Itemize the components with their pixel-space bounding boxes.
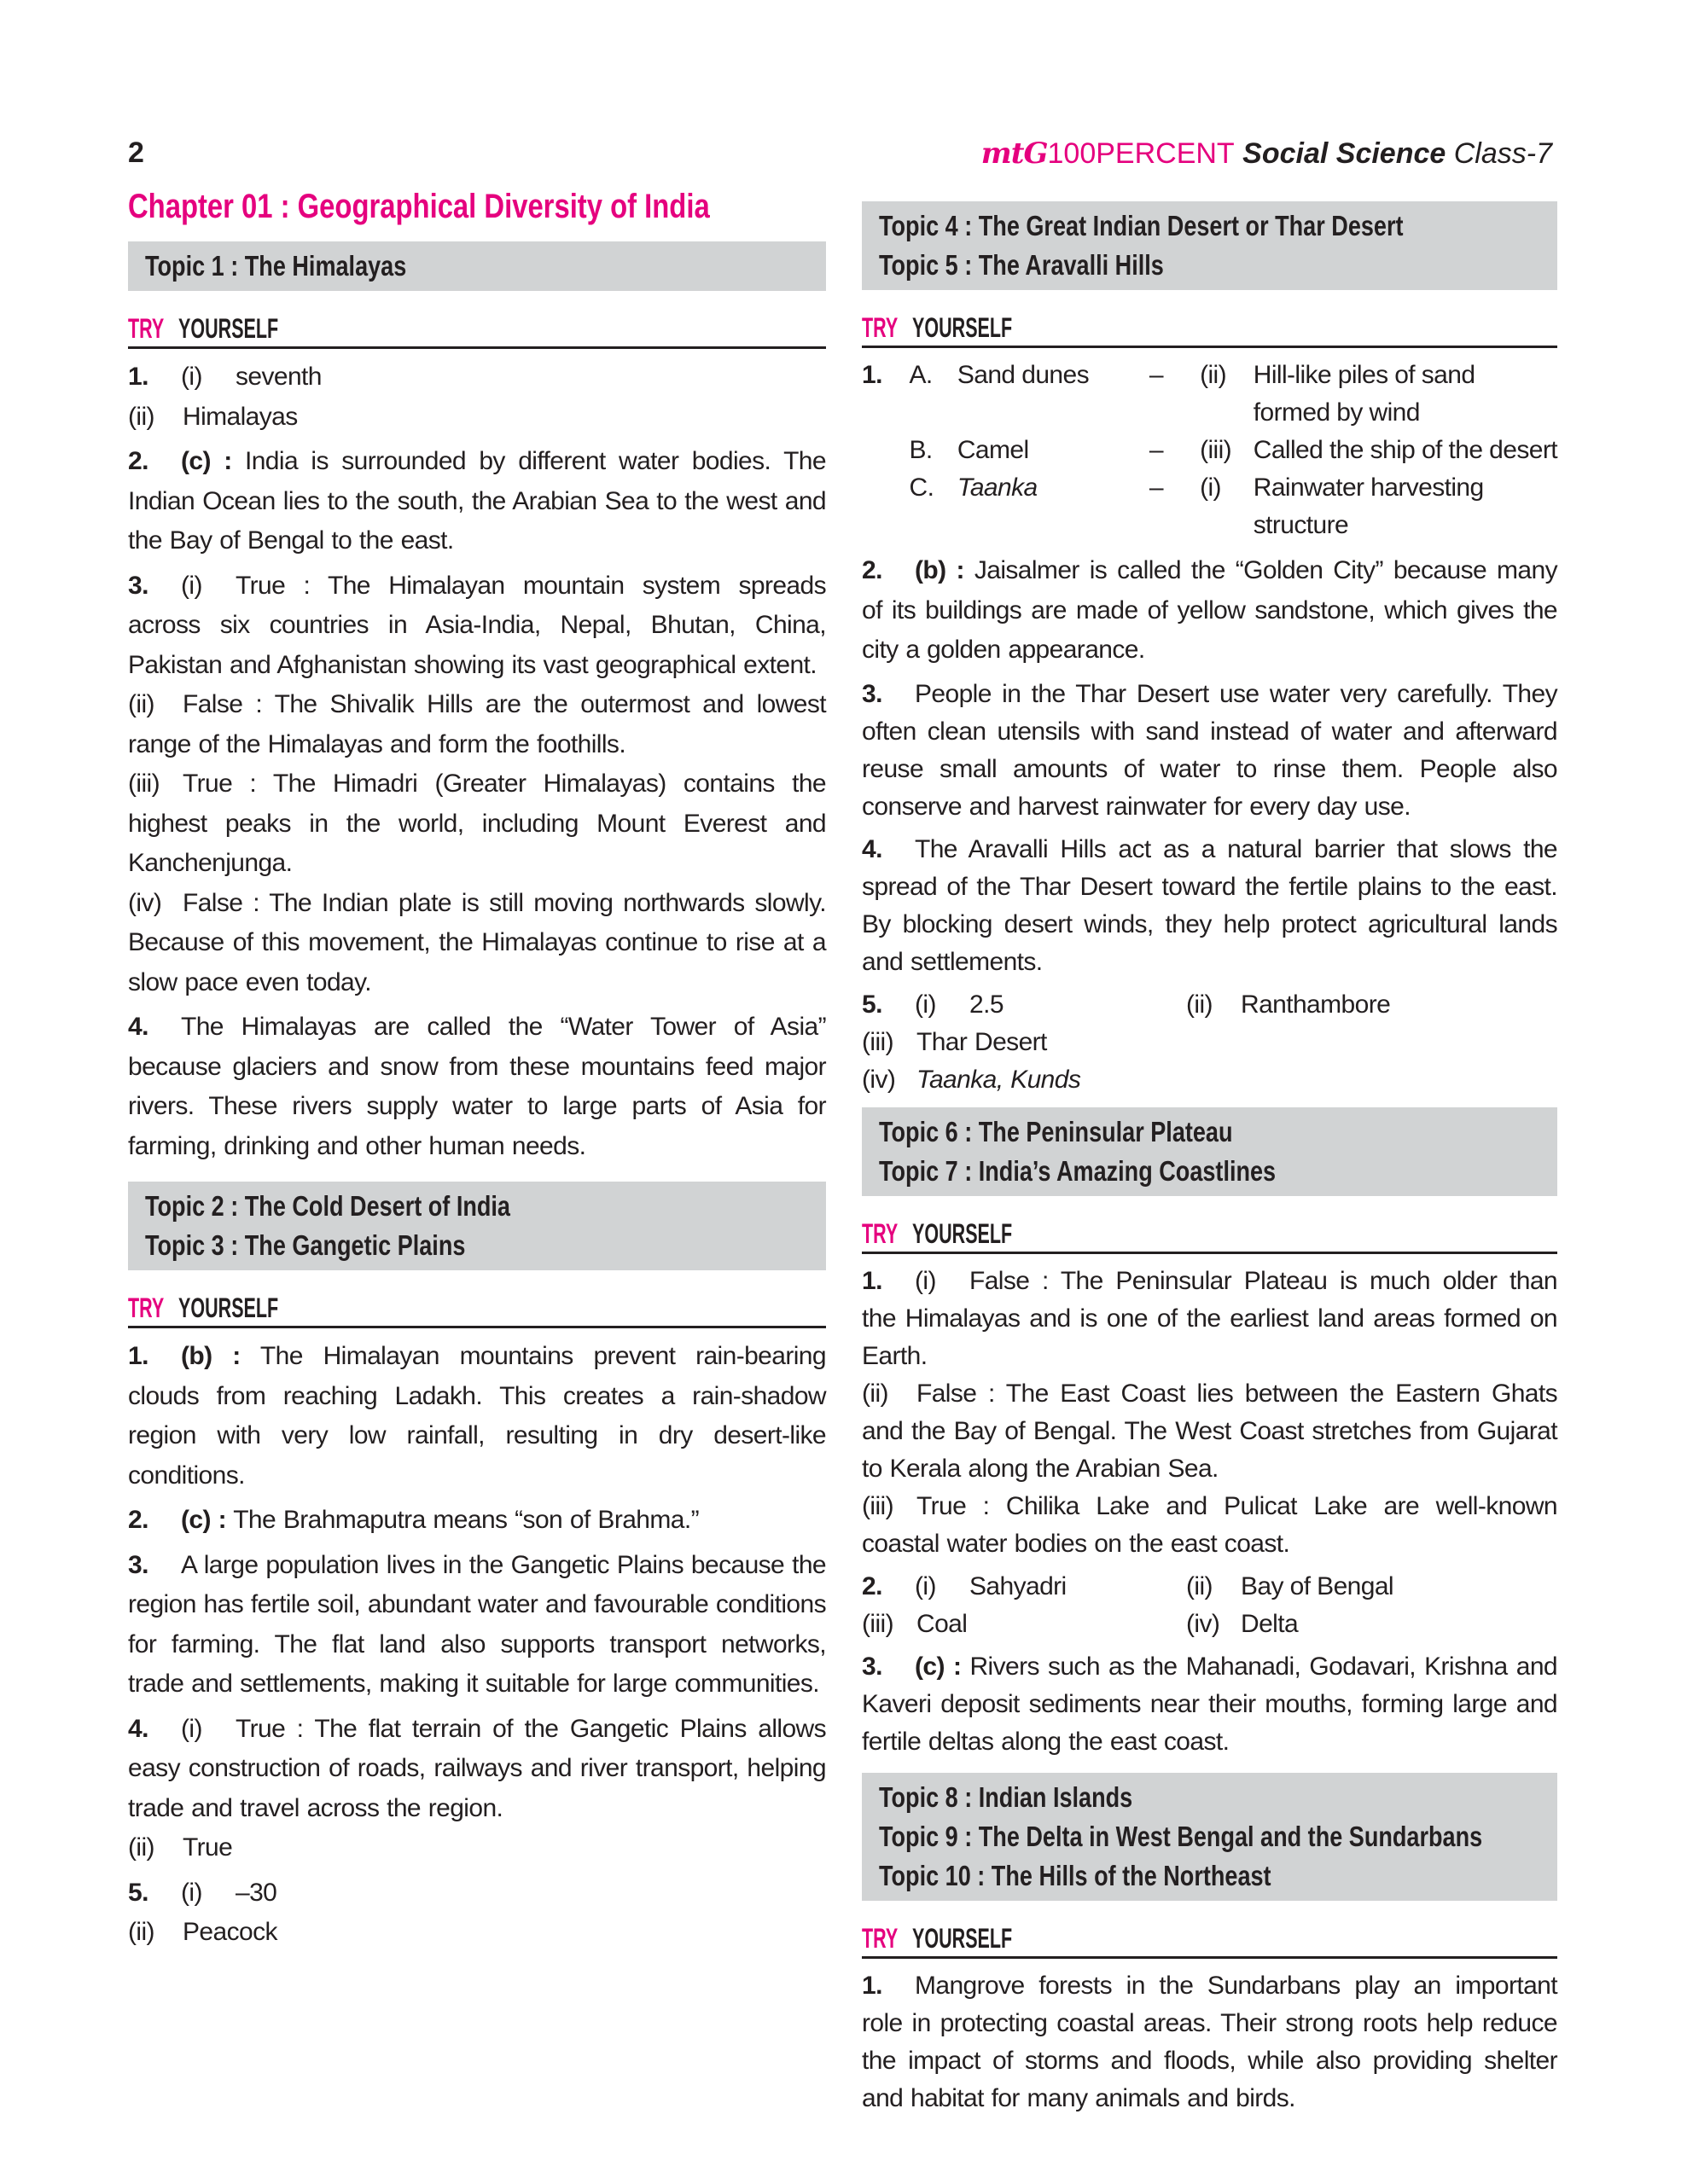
answer-3: 3. (c) : Rivers such as the Mahanadi, Godavari, Krishna and Kaveri deposit sediments near their mouths, forming large and fertile deltas along the east coast. — [862, 1652, 1557, 1756]
topic-heading: Topic 2 : The Cold Desert of India — [145, 1190, 510, 1222]
try-yourself-heading — [128, 313, 826, 349]
answer-5-row-1: 5. (i) 2.5 (ii) Ranthambore — [862, 990, 1391, 1019]
answer-2-row-1: 2. (i) Sahyadri (ii) Bay of Bengal — [862, 1571, 1393, 1600]
answer-5-i: 5. (i) –30 — [128, 1878, 277, 1907]
subject-label: Social Science — [1242, 137, 1446, 170]
answer-1: 1. Mangrove forests in the Sundarbans play an important role in protecting coastal areas. Their strong roots help reduce the impact of storms and floods, while also providing shelter and habitat for many animals and birds. — [862, 1971, 1557, 2112]
try-yourself-heading: TRY YOURSELF — [862, 1923, 1557, 1959]
topic-heading: Topic 3 : The Gangetic Plains — [145, 1229, 466, 1261]
topic-heading: Topic 9 : The Delta in West Bengal and the Sundarbans — [879, 1820, 1483, 1852]
topic-heading: Topic 7 : India’s Amazing Coastlines — [879, 1154, 1277, 1187]
chapter-title: Chapter 01 : Geographical Diversity of India — [128, 188, 710, 225]
answer-2: 2. (b) : Jaisalmer is called the “Golden City” because many of its buildings are made of yellow sandstone, which gives the city a golden appearance. — [862, 556, 1557, 664]
try-yourself-heading: TRY YOURSELF — [862, 312, 1557, 348]
topic-heading: Topic 8 : Indian Islands — [879, 1780, 1133, 1813]
answer-3-ii: (ii) False : The Shivalik Hills are the outermost and lowest range of the Himalayas and form the foothills. — [128, 690, 826, 758]
try-yourself-heading: TRY YOURSELF — [862, 1218, 1557, 1254]
brand-logo: mtG — [980, 136, 1048, 171]
answer-1-ii: (ii) Himalayas — [128, 402, 298, 431]
answer-2: 2. (c) : India is surrounded by different water bodies. The Indian Ocean lies to the south, the Arabian Sea to the west and the Bay of Bengal to the east. — [128, 447, 826, 555]
answer-5-ii: (ii) Peacock — [128, 1918, 277, 1946]
answer-4: 4. The Aravalli Hills act as a natural barrier that slows the spread of the Thar Desert toward the fertile plains to the east. By blocking desert winds, they help protect agricultural lands and settlements. — [862, 834, 1557, 976]
answer-1-iii: (iii) True : Chilika Lake and Pulicat Lake are well-known coastal water bodies on the east coast. — [862, 1491, 1557, 1558]
match-table — [862, 357, 1557, 544]
answer-5-iv: (iv) Taanka, Kunds — [862, 1065, 1081, 1094]
answer-1: 1. (i) seventh — [128, 363, 322, 391]
topic-box-8-10 — [862, 1773, 1557, 1901]
answer-3-i: 3. (i) True : The Himalayan mountain system spreads across six countries in Asia-India, Nepal, Bhutan, China, Pakistan and Afghanistan showing its vast geographical extent. — [128, 571, 826, 679]
class-label: Class-7 — [1453, 137, 1552, 170]
answer-3: 3. A large population lives in the Gangetic Plains because the region has fertile soil, abundant water and favourable conditions for farming. The flat land also supports transport networks, trade and settlements, making it suitable for large communities. — [128, 1550, 826, 1698]
topic-box-2-3 — [128, 1182, 826, 1270]
answer-3-iv: (iv) False : The Indian plate is still moving northwards slowly. Because of this movement, the Himalayas continue to rise at a slow pace even today. — [128, 888, 826, 996]
topic-heading: Topic 5 : The Aravalli Hills — [879, 249, 1164, 281]
right-column — [862, 201, 1557, 2123]
topic-heading: Topic 1 : The Himalayas — [145, 250, 407, 282]
brand-name: 100PERCENT — [1047, 137, 1235, 170]
yourself-label: YOURSELF — [177, 313, 278, 344]
running-header — [981, 136, 1552, 171]
answer-1: 1. (b) : The Himalayan mountains prevent rain-bearing clouds from reaching Ladakh. This creates a rain-shadow region with very low rainfall, resulting in dry desert-like conditions. — [128, 1342, 826, 1490]
answer-4: 4. The Himalayas are called the “Water Tower of Asia” because glaciers and snow from these mountains feed major rivers. These rivers supply water to large parts of Asia for farming, drinking and other human needs. — [128, 1013, 826, 1160]
answer-5-iii: (iii) Thar Desert — [862, 1027, 1047, 1056]
match-row: C. Taanka – (i) Rainwater harvesting structure — [909, 473, 1484, 539]
answer-1-i: 1. (i) False : The Peninsular Plateau is much older than the Himalayas and is one of the earliest land areas formed on Earth. — [862, 1266, 1557, 1370]
answer-3: 3. People in the Thar Desert use water very carefully. They often clean utensils with sand instead of water and afterward reuse small amounts of water to rinse them. People also conserve and harvest rainwater for every day use. — [862, 679, 1557, 821]
try-yourself-heading: TRY YOURSELF — [128, 1292, 826, 1328]
topic-heading: Topic 10 : The Hills of the Northeast — [879, 1859, 1271, 1891]
answer-4-i: 4. (i) True : The flat terrain of the Gangetic Plains allows easy construction of roads, railways and river transport, helping trade and travel across the region. — [128, 1714, 826, 1822]
answer-3-iii: (iii) True : The Himadri (Greater Himalayas) contains the highest peaks in the world, including Mount Everest and Kanchenjunga. — [128, 770, 826, 877]
match-row: B. Camel – (iii) Called the ship of the desert — [909, 436, 1557, 464]
left-column — [128, 188, 826, 1958]
answer-1-ii: (ii) False : The East Coast lies between the Eastern Ghats and the Bay of Bengal. The West Coast stretches from Gujarat to Kerala along the Arabian Sea. — [862, 1379, 1557, 1483]
topic-box-4-5 — [862, 201, 1557, 290]
page-number: 2 — [128, 136, 144, 169]
topic-box-1 — [128, 241, 826, 291]
topic-box-6-7 — [862, 1107, 1557, 1196]
match-row: 1. A. Sand dunes – (ii) Hill-like piles of sand formed by wind — [862, 361, 1475, 427]
try-label: TRY — [128, 313, 165, 344]
answer-2: 2. (c) : The Brahmaputra means “son of Brahma.” — [128, 1506, 699, 1534]
answer-4-ii: (ii) True — [128, 1833, 233, 1862]
answer-2-row-2: (iii) Coal (iv) Delta — [862, 1609, 1299, 1638]
topic-heading: Topic 6 : The Peninsular Plateau — [879, 1115, 1233, 1147]
topic-heading: Topic 4 : The Great Indian Desert or Thar Desert — [879, 210, 1404, 241]
